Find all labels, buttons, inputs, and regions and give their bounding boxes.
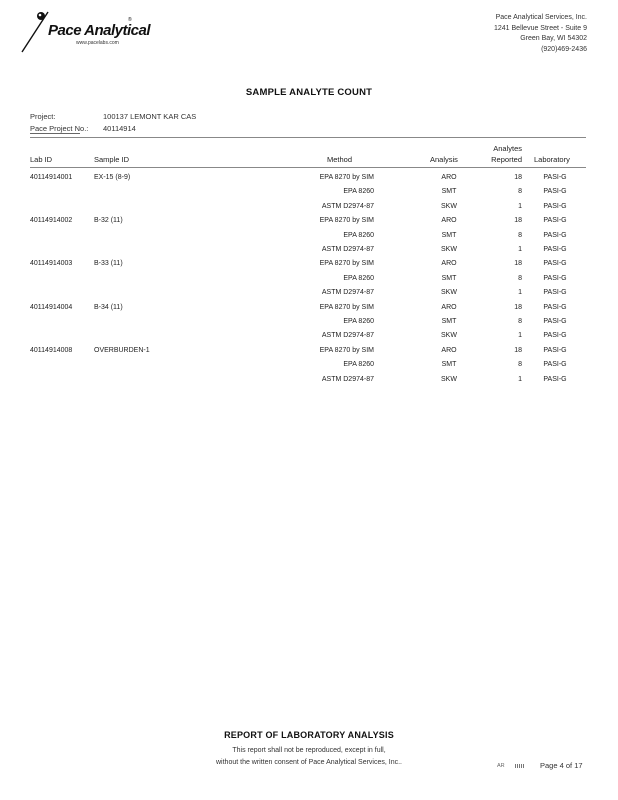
logo-name: Pace Analytical xyxy=(48,22,151,39)
page-title: SAMPLE ANALYTE COUNT xyxy=(245,87,373,98)
cell-analytes-reported: 18 xyxy=(514,260,522,268)
cell-laboratory: PASI-G xyxy=(543,346,567,354)
pace-project-label: Pace Project No.: xyxy=(30,124,89,133)
cell-laboratory: PASI-G xyxy=(543,318,567,325)
cell-analysis: SMT xyxy=(441,231,457,239)
cell-analysis: SMT xyxy=(441,274,457,282)
cell-laboratory: PASI-G xyxy=(543,246,567,253)
cell-laboratory: PASI-G xyxy=(543,274,567,282)
cell-method: ASTM D2974-87 xyxy=(321,332,374,340)
cell-analytes-reported: 1 xyxy=(518,332,522,340)
logo-registered: ® xyxy=(128,17,132,23)
cell-laboratory: PASI-G xyxy=(543,231,567,239)
company-address1: 1241 Bellevue Street - Suite 9 xyxy=(493,24,587,32)
header-lab-id: Lab ID xyxy=(30,155,53,164)
cell-laboratory: PASI-G xyxy=(543,289,567,297)
footer-line2: without the written consent of Pace Analytical Services, Inc.. xyxy=(216,759,402,766)
cell-sample-id: OVERBURDEN-1 xyxy=(94,346,150,354)
cell-analysis: ARO xyxy=(441,174,457,181)
pace-project-value: 40114914 xyxy=(103,124,136,133)
cell-analytes-reported: 8 xyxy=(518,188,522,196)
cell-method: ASTM D2974-87 xyxy=(321,246,374,253)
cell-analysis: SMT xyxy=(441,188,457,196)
footer-title: REPORT OF LABORATORY ANALYSIS xyxy=(224,730,394,740)
cell-analytes-reported: 18 xyxy=(514,174,522,181)
cell-analytes-reported: 1 xyxy=(518,289,522,297)
cell-analysis: ARO xyxy=(441,217,457,225)
cell-lab-id: 40114914002 xyxy=(30,217,73,225)
header-analytes: Analytes xyxy=(493,144,522,153)
cell-analysis: SKW xyxy=(441,332,457,340)
cell-method: ASTM D2974-87 xyxy=(321,202,374,210)
cell-analysis: SMT xyxy=(441,318,457,325)
company-name: Pace Analytical Services, Inc. xyxy=(495,14,587,21)
cell-analysis: SKW xyxy=(441,375,457,383)
cell-analytes-reported: 1 xyxy=(518,375,522,383)
company-phone: (920)469-2436 xyxy=(541,45,587,53)
cell-sample-id: B-33 (11) xyxy=(94,260,123,268)
cell-method: EPA 8270 by SIM xyxy=(319,303,374,311)
cell-analytes-reported: 18 xyxy=(514,346,522,354)
cell-method: ASTM D2974-87 xyxy=(321,375,374,383)
cell-laboratory: PASI-G xyxy=(543,188,567,196)
project-label: Project: xyxy=(30,112,56,121)
cell-method: EPA 8260 xyxy=(343,274,374,282)
cell-analytes-reported: 8 xyxy=(518,274,522,282)
header-bottom-rule xyxy=(30,167,586,168)
cell-lab-id: 40114914004 xyxy=(30,303,73,311)
cell-analytes-reported: 1 xyxy=(518,246,522,253)
cell-analysis: ARO xyxy=(441,303,457,311)
cell-analytes-reported: 8 xyxy=(518,361,522,369)
cell-laboratory: PASI-G xyxy=(543,174,567,181)
project-underline xyxy=(30,133,80,134)
cell-method: EPA 8270 by SIM xyxy=(319,217,374,225)
cell-laboratory: PASI-G xyxy=(543,361,567,369)
barcode-icon xyxy=(515,764,525,768)
cell-method: ASTM D2974-87 xyxy=(321,289,374,297)
header-laboratory: Laboratory xyxy=(534,155,570,164)
company-address2: Green Bay, WI 54302 xyxy=(520,35,587,42)
cell-sample-id: B-32 (11) xyxy=(94,217,123,225)
header-method: Method xyxy=(327,155,353,164)
cell-method: EPA 8270 by SIM xyxy=(319,260,374,268)
cell-laboratory: PASI-G xyxy=(543,202,567,210)
cell-analytes-reported: 18 xyxy=(514,217,522,225)
cell-laboratory: PASI-G xyxy=(543,303,567,311)
cell-method: EPA 8260 xyxy=(343,318,374,325)
cell-analysis: SMT xyxy=(441,361,457,369)
cell-sample-id: B-34 (11) xyxy=(94,303,123,311)
cell-analytes-reported: 18 xyxy=(514,303,522,311)
cell-method: EPA 8260 xyxy=(343,361,374,369)
cell-method: EPA 8260 xyxy=(343,231,374,239)
cell-analysis: ARO xyxy=(441,260,457,268)
cell-analysis: SKW xyxy=(441,289,457,297)
cell-lab-id: 40114914008 xyxy=(30,346,73,354)
header-reported: Reported xyxy=(491,155,522,164)
cell-analysis: SKW xyxy=(441,246,457,253)
company-block xyxy=(494,13,587,55)
cell-laboratory: PASI-G xyxy=(543,375,567,383)
cell-method: EPA 8270 by SIM xyxy=(319,346,374,354)
cell-analytes-reported: 8 xyxy=(518,318,522,325)
cell-lab-id: 40114914001 xyxy=(30,174,73,181)
cell-analysis: SKW xyxy=(441,202,457,210)
cell-method: EPA 8260 xyxy=(343,188,374,196)
cell-analytes-reported: 1 xyxy=(518,202,522,210)
header-analysis: Analysis xyxy=(430,155,458,164)
footer-initials: AR xyxy=(497,763,505,769)
cell-laboratory: PASI-G xyxy=(543,332,567,340)
cell-analysis: ARO xyxy=(441,346,457,354)
cell-laboratory: PASI-G xyxy=(543,217,567,225)
cell-analytes-reported: 8 xyxy=(518,231,522,239)
page-number: Page 4 of 17 xyxy=(540,761,583,770)
footer-line1: This report shall not be reproduced, except in full, xyxy=(232,747,386,754)
project-value: 100137 LEMONT KAR CAS xyxy=(103,112,197,121)
cell-laboratory: PASI-G xyxy=(543,260,567,268)
cell-lab-id: 40114914003 xyxy=(30,260,73,268)
logo-url: www.pacelabs.com xyxy=(76,40,119,46)
header-sample-id: Sample ID xyxy=(94,155,130,164)
header-top-rule xyxy=(30,137,586,138)
cell-sample-id: EX-15 (8-9) xyxy=(94,174,131,181)
cell-method: EPA 8270 by SIM xyxy=(319,174,374,181)
